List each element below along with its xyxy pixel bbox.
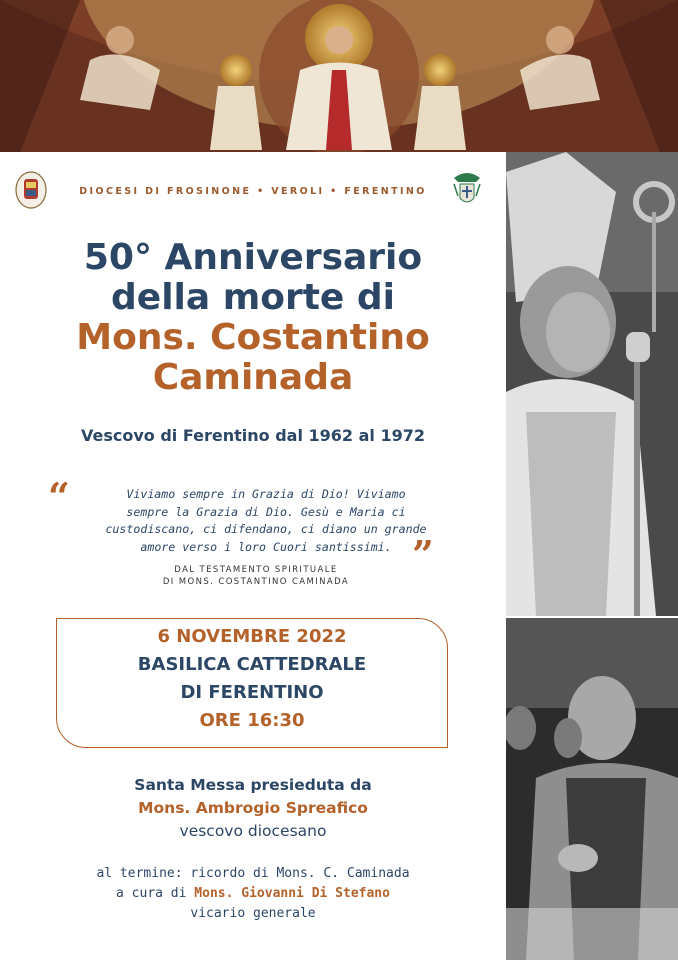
closing-info [0, 864, 506, 924]
bishop-group-photo [506, 618, 678, 960]
diocese-crest-icon [14, 170, 48, 210]
main-title [0, 238, 506, 398]
close-quote-mark: ” [412, 532, 434, 577]
closing-prefix: a cura di [116, 886, 195, 901]
event-place-line-2: DI FERENTINO [180, 682, 324, 703]
quote-line: custodiscano, ci difendano, ci diano un grande [105, 522, 427, 536]
quote-line: amore verso i loro Cuori santissimi. [140, 539, 392, 554]
quote-line: sempre la Grazia di Dio. Gesù e Maria ci [126, 504, 406, 519]
photo-column [506, 152, 678, 960]
bishop-crest-icon [450, 170, 484, 210]
source-line: DI MONS. COSTANTINO CAMINADA [162, 577, 350, 587]
bishop-portrait-photo [506, 152, 678, 616]
title-line-1: 50° Anniversario [83, 237, 423, 278]
event-time: ORE 16:30 [199, 710, 305, 731]
quote-line: Viviamo sempre in Grazia di Dio! Viviamo [126, 487, 406, 501]
fresco-banner [0, 0, 678, 152]
mass-info [0, 774, 506, 843]
closing-line-2 [0, 884, 506, 904]
title-line-4: Caminada [152, 357, 354, 398]
curator-name: Mons. Giovanni Di Stefano [194, 886, 390, 901]
diocese-heading: DIOCESI DI FROSINONE • VEROLI • FERENTINO [79, 186, 427, 197]
celebrant-role: vescovo diocesano [179, 822, 327, 840]
mass-heading: Santa Messa presieduta da [134, 776, 372, 794]
event-date: 6 NOVEMBRE 2022 [157, 626, 347, 647]
title-line-3: Mons. Costantino [76, 317, 430, 358]
subtitle: Vescovo di Ferentino dal 1962 al 1972 [81, 426, 425, 445]
event-place-line-1: BASILICA CATTEDRALE [137, 654, 367, 675]
quote-source [86, 564, 426, 588]
celebrant-name: Mons. Ambrogio Spreafico [138, 799, 368, 817]
open-quote-mark: “ [48, 474, 70, 519]
closing-line-1: al termine: ricordo di Mons. C. Caminada [96, 866, 410, 881]
source-line: DAL TESTAMENTO SPIRITUALE [174, 565, 338, 575]
quote-text [76, 486, 456, 556]
event-box [56, 618, 448, 748]
content-panel [0, 152, 506, 960]
closing-line-3: vicario generale [190, 906, 316, 921]
title-line-2: della morte di [111, 277, 395, 318]
